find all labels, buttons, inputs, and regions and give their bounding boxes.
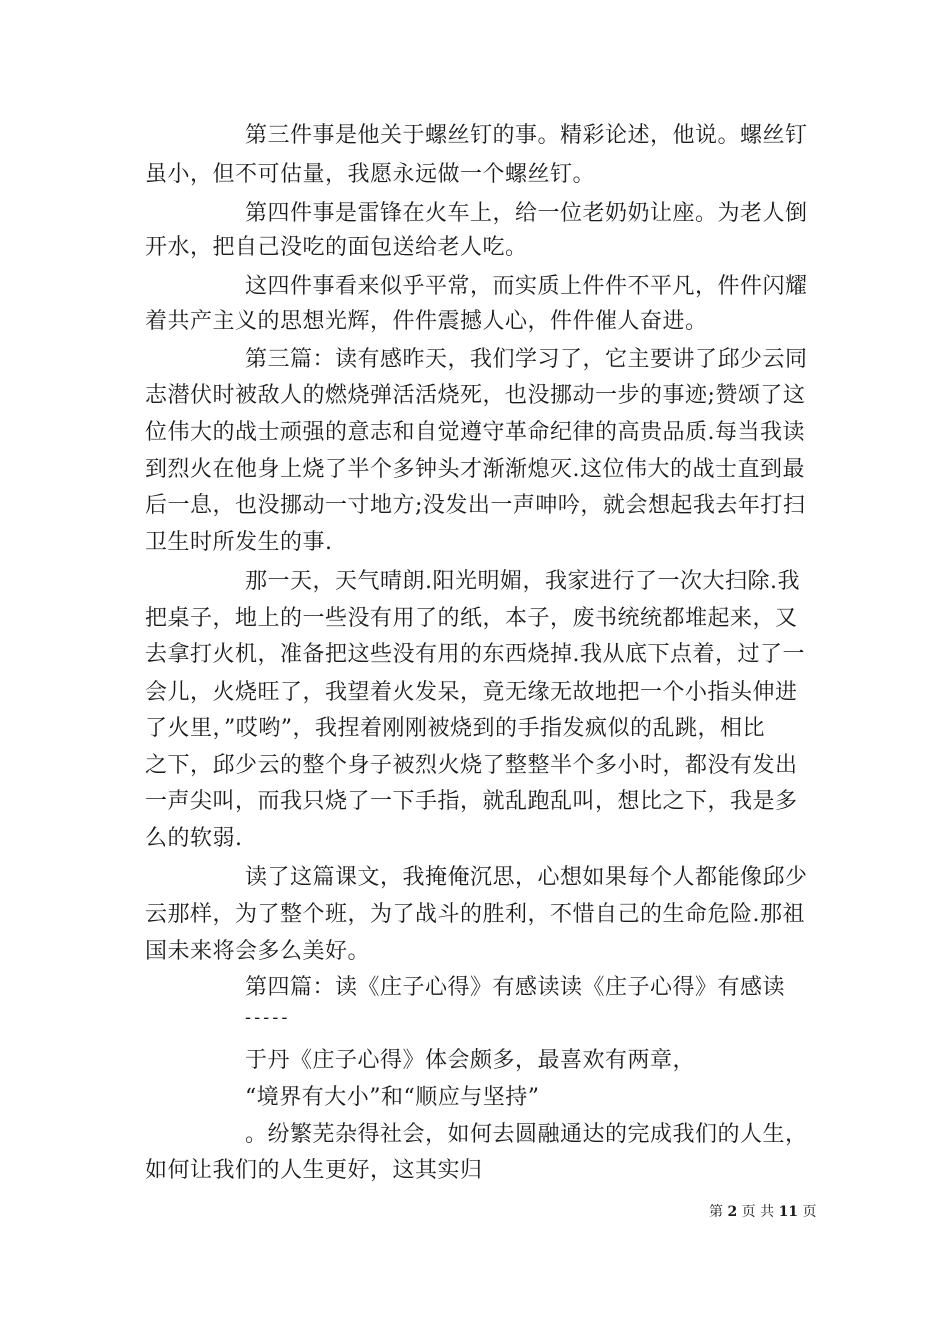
paragraph-line: 云那样，为了整个班，为了战斗的胜利，不惜自己的生命危险.那祖 <box>145 902 805 927</box>
paragraph-line: 国未来将会多么美好。 <box>145 939 371 964</box>
paragraph-line: 这四件事看来似乎平常，而实质上件件不平凡，件件闪耀 <box>245 274 808 299</box>
paragraph-line: 第三件事是他关于螺丝钉的事。精彩论述，他说。螺丝钉 <box>245 123 808 148</box>
page-footer <box>709 1203 817 1221</box>
footer-total-pages: 11 <box>778 1204 799 1220</box>
paragraph-line: 卫生时所发生的事. <box>145 530 333 555</box>
quote-line: “境界有大小”和“顺应与坚持” <box>245 1085 540 1110</box>
paragraph-line: 把桌子，地上的一些没有用了的纸，本子，废书统统都堆起来，又 <box>145 606 798 631</box>
footer-suffix: 页 <box>802 1204 817 1220</box>
section-heading: 第四篇：读《庄子心得》有感读读《庄子心得》有感读 <box>245 975 786 1000</box>
paragraph-line: 去拿打火机，准备把这些没有用的东西烧掉.我从底下点着，过了一 <box>145 642 805 667</box>
paragraph-line: 读了这篇课文，我掩俺沉思，心想如果每个人都能像邱少 <box>245 865 808 890</box>
paragraph-line: 。纷繁芜杂得社会，如何去圆融通达的完成我们的人生， <box>245 1122 808 1147</box>
paragraph-line: 那一天，天气晴朗.阳光明媚，我家进行了一次大扫除.我 <box>245 569 800 594</box>
paragraph-line: 一声尖叫，而我只烧了一下手指，就乱跑乱叫，想比之下，我是多 <box>145 789 798 814</box>
footer-prefix: 第 <box>709 1204 723 1220</box>
paragraph-line: 后一息，也没挪动一寸地方;没发出一声呻吟，就会想起我去年打扫 <box>145 493 806 518</box>
paragraph-line: 如何让我们的人生更好，这其实归 <box>145 1158 483 1183</box>
paragraph-line: 位伟大的战士顽强的意志和自觉遵守革命纪律的高贵品质.每当我读 <box>145 420 805 445</box>
paragraph-line: 开水，把自己没吃的面包送给老人吃。 <box>145 235 528 260</box>
paragraph-line: 虽小，但不可估量，我愿永远做一个螺丝钉。 <box>145 162 596 187</box>
paragraph-line: 会儿，火烧旺了，我望着火发呆，竟无缘无故地把一个小指头伸进 <box>145 680 798 705</box>
paragraph-line: 到烈火在他身上烧了半个多钟头才渐渐熄灭.这位伟大的战士直到最 <box>145 457 805 482</box>
footer-middle: 页 共 <box>741 1204 775 1220</box>
dash-separator: ----- <box>245 1007 291 1028</box>
paragraph-line: 之下，邱少云的整个身子被烈火烧了整整半个多小时，都没有发出 <box>145 753 798 778</box>
paragraph-line: 第四件事是雷锋在火车上，给一位老奶奶让座。为老人倒 <box>245 201 808 226</box>
paragraph-line: 第三篇：读有感昨天，我们学习了，它主要讲了邱少云同 <box>245 347 808 372</box>
paragraph-line: 么的软弱. <box>145 826 243 851</box>
paragraph-line: 于丹《庄子心得》体会颇多，最喜欢有两章， <box>245 1048 696 1073</box>
paragraph-line: 着共产主义的思想光辉，件件震撼人心，件件催人奋进。 <box>145 309 708 334</box>
paragraph-line: 了火里，”哎哟”，我捏着刚刚被烧到的手指发疯似的乱跳，相比 <box>145 716 765 741</box>
footer-page-number: 2 <box>727 1204 738 1220</box>
paragraph-line: 志潜伏时被敌人的燃烧弹活活烧死，也没挪动一步的事迹;赞颂了这 <box>145 383 806 408</box>
